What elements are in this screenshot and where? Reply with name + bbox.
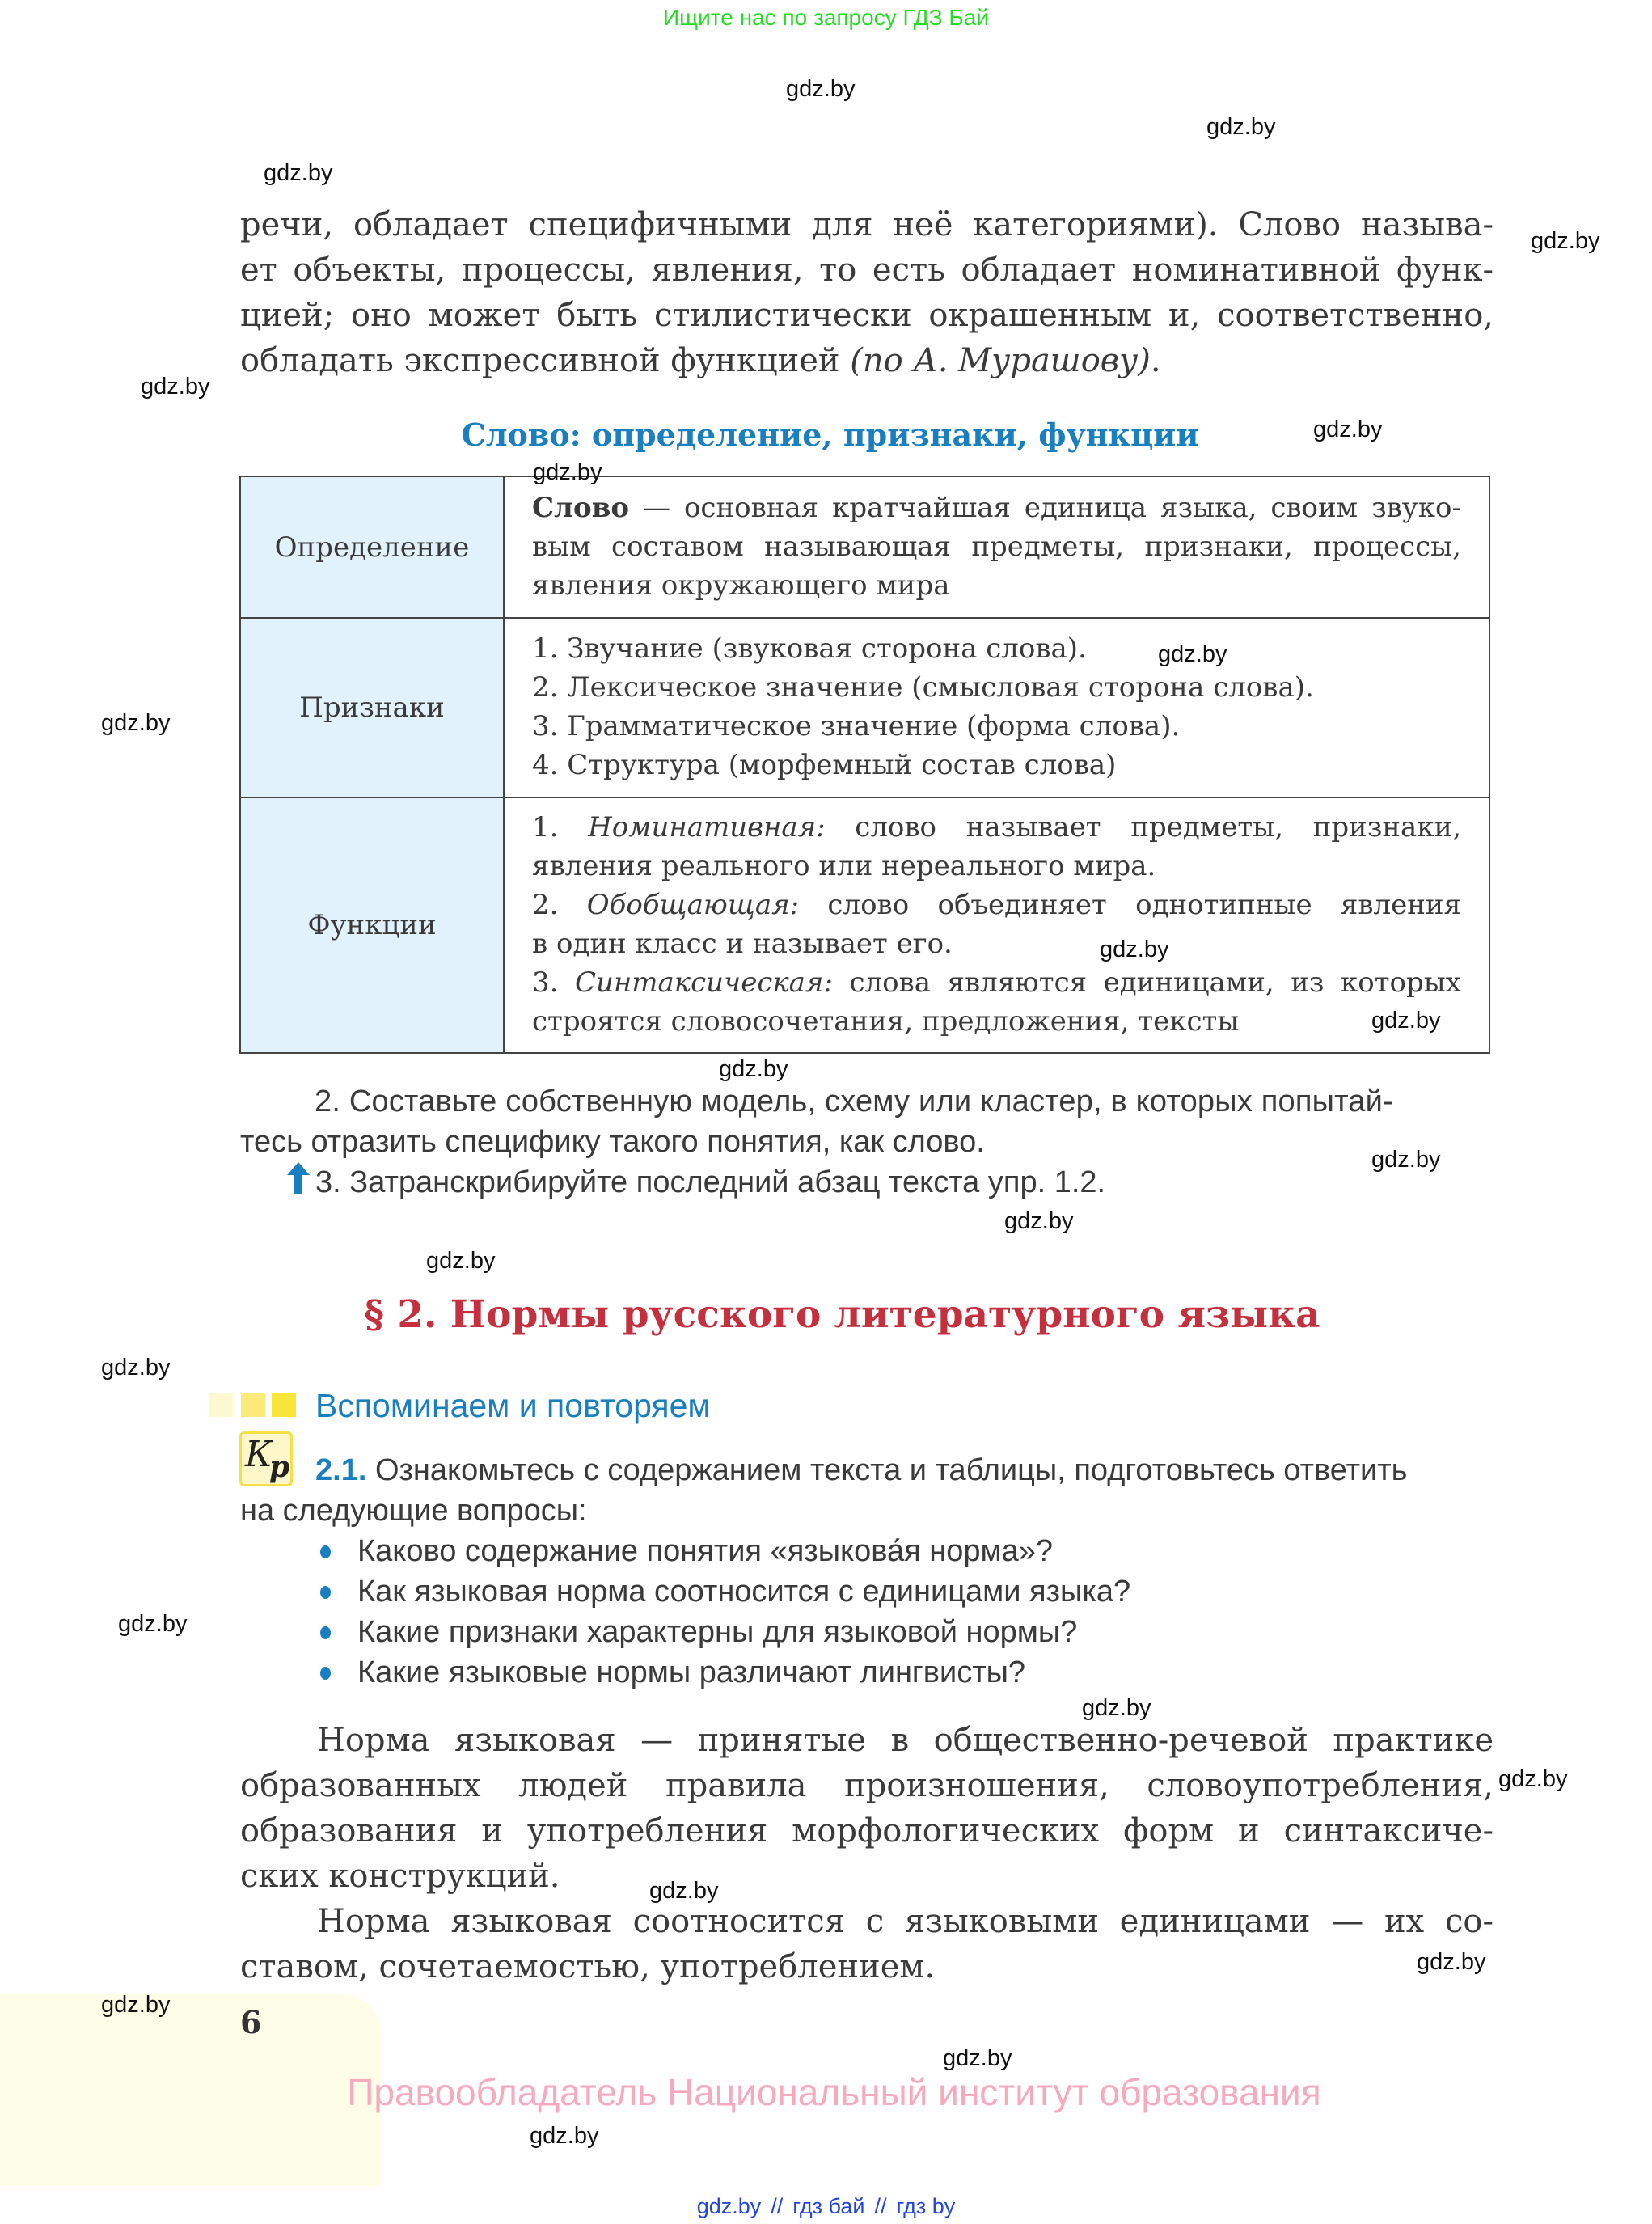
list-item	[315, 1531, 1130, 1571]
row-content	[504, 618, 1489, 797]
function-name: Обобщающая:	[586, 889, 800, 921]
cell-text: строятся словосочетания, предложения, тексты	[532, 1005, 1240, 1038]
question-text: Какие признаки характерны для языковой нормы?	[357, 1615, 1078, 1649]
task-line: тесь отразить специфику такого понятия, как слово.	[240, 1125, 985, 1159]
cell-text: слова являются единицами, из которых	[832, 966, 1461, 999]
term: Слово	[532, 491, 630, 524]
list-item	[315, 1652, 1130, 1693]
function-name: Номинативная:	[588, 811, 826, 844]
bullet-icon	[320, 1586, 331, 1599]
watermark: gdz.by	[1206, 114, 1276, 140]
cell-text: явления реального или нереального мира.	[532, 850, 1156, 882]
row-content	[504, 476, 1489, 618]
paragraph-line: образованных людей правила произношения, словоупотребления,	[240, 1767, 1494, 1804]
item-number: 3.	[532, 966, 575, 999]
watermark: gdz.by	[101, 1355, 171, 1380]
cell-text: слово называет предметы, признаки,	[825, 811, 1462, 844]
footer-link-gdz-by[interactable]: gdz.by	[696, 2194, 762, 2218]
list-item	[315, 1571, 1130, 1612]
paragraph-line: ставом, сочетаемостью, употреблением.	[240, 1948, 936, 1985]
watermark: gdz.by	[1100, 937, 1169, 962]
intro-paragraph	[240, 202, 1494, 383]
watermark: gdz.by	[719, 1056, 788, 1082]
paragraph-line: речи, обладает специфичными для неё категориями). Слово называ-	[240, 206, 1494, 243]
table-row	[240, 618, 1489, 797]
watermark: gdz.by	[1498, 1766, 1568, 1792]
task-line: 3. Затранскрибируйте последний абзац текста упр. 1.2.	[315, 1165, 1106, 1199]
table-title: Слово: определение, признаки, функции	[461, 416, 1199, 453]
paragraph-line: образования и употребления морфологических форм и синтаксиче-	[240, 1812, 1494, 1850]
subheading: Вспоминаем и повторяем	[315, 1387, 711, 1424]
cell-text: слово объединяет однотипные явления	[799, 889, 1462, 921]
separator: //	[771, 2194, 784, 2218]
paragraph-line: ет объекты, процессы, явления, то есть обладает номинативной функ-	[240, 252, 1494, 289]
watermark: gdz.by	[141, 374, 210, 400]
arrow-up-icon	[286, 1162, 311, 1194]
icon-letter: К	[245, 1434, 273, 1475]
paragraph-line: цией; оно может быть стилистически окрашенным и, соответственно,	[240, 297, 1494, 334]
bullet-icon	[320, 1626, 331, 1639]
norm-definition-paragraph	[240, 1718, 1494, 1899]
table-row	[240, 476, 1489, 618]
citation: (по А. Мурашову)	[850, 342, 1151, 379]
exercise-text: Ознакомьтесь с содержанием текста и таблицы, подготовьтесь ответить	[366, 1453, 1408, 1487]
word-definition-table	[239, 476, 1490, 1054]
watermark: gdz.by	[649, 1878, 719, 1904]
row-content	[504, 797, 1489, 1053]
watermark: gdz.by	[533, 459, 602, 485]
icon-letter: р	[269, 1450, 290, 1484]
decor-square-icon	[241, 1393, 265, 1417]
row-header: Признаки	[240, 618, 504, 797]
watermark: gdz.by	[1004, 1208, 1074, 1234]
footer-link-gdz-by-cyr[interactable]: гдз by	[896, 2194, 956, 2218]
search-banner: Ищите нас по запросу ГДЗ Бай	[662, 5, 990, 30]
paragraph-line: ских конструкций.	[240, 1858, 560, 1895]
bullet-icon	[320, 1667, 331, 1680]
decor-square-icon	[209, 1393, 233, 1417]
task-line: 2. Составьте собственную модель, схему или кластер, в которых попытай-	[315, 1085, 1393, 1118]
page-number: 6	[240, 2004, 262, 2040]
watermark: gdz.by	[1158, 641, 1227, 667]
cell-text: вым составом называющая предметы, признаки, процессы,	[532, 530, 1461, 563]
watermark: gdz.by	[264, 160, 333, 186]
bullet-icon	[320, 1545, 331, 1558]
rights-holder: Правообладатель Национальный институт образования	[347, 2071, 1321, 2113]
watermark: gdz.by	[1082, 1695, 1151, 1721]
cell-text: явления окружающего мира	[532, 569, 950, 602]
question-text: Как языковая норма соотносится с единицами языка?	[357, 1575, 1131, 1609]
exercise-number: 2.1.	[315, 1453, 367, 1487]
exercise-intro	[315, 1450, 1496, 1490]
watermark: gdz.by	[786, 76, 856, 102]
separator: //	[874, 2194, 887, 2218]
watermark: gdz.by	[1417, 1949, 1486, 1975]
list-item	[315, 1612, 1130, 1652]
watermark: gdz.by	[118, 1611, 188, 1637]
task-2	[240, 1081, 1494, 1162]
cell-text: — основная кратчайшая единица языка, своим звуко-	[629, 491, 1461, 524]
cell-text: в один класс и называет его.	[532, 928, 953, 960]
paragraph-text: .	[1150, 342, 1161, 379]
list-item: 4. Структура (морфемный состав слова)	[532, 749, 1117, 781]
paragraph-line: Норма языковая — принятые в общественно-речевой практике	[317, 1722, 1494, 1759]
exercise-intro-cont	[240, 1490, 1494, 1531]
communicative-competence-icon	[239, 1431, 293, 1486]
decor-square-icon	[272, 1393, 296, 1417]
question-text: Каково содержание понятия «языкова́я норма»?	[357, 1534, 1054, 1568]
row-header: Функции	[240, 797, 504, 1053]
exercise-text: на следующие вопросы:	[240, 1494, 587, 1528]
watermark: gdz.by	[1371, 1147, 1441, 1173]
watermark: gdz.by	[101, 1992, 171, 2018]
section-title: § 2. Нормы русского литературного языка	[364, 1292, 1320, 1337]
watermark: gdz.by	[1371, 1008, 1441, 1034]
row-header: Определение	[240, 476, 504, 618]
paragraph-line: Норма языковая соотносится с языковыми единицами — их со-	[317, 1903, 1494, 1940]
questions-list	[315, 1531, 1130, 1693]
watermark: gdz.by	[426, 1248, 496, 1274]
watermark: gdz.by	[1313, 416, 1383, 442]
paragraph-text: обладать экспрессивной функцией	[240, 342, 851, 379]
watermark: gdz.by	[1531, 228, 1600, 254]
item-number: 2.	[532, 889, 587, 921]
norm-relation-paragraph	[240, 1899, 1494, 1989]
watermark: gdz.by	[530, 2123, 599, 2149]
question-text: Какие языковые нормы различают лингвисты?	[357, 1655, 1026, 1689]
paragraph-line	[240, 338, 1494, 383]
list-item: 2. Лексическое значение (смысловая сторона слова).	[532, 671, 1314, 704]
item-number: 1.	[532, 811, 589, 844]
watermark: gdz.by	[943, 2045, 1012, 2071]
footer-links	[0, 2194, 1652, 2219]
watermark: gdz.by	[101, 710, 171, 736]
list-item: 3. Грамматическое значение (форма слова).	[532, 710, 1181, 742]
list-item: 1. Звучание (звуковая сторона слова).	[532, 632, 1087, 665]
function-name: Синтаксическая:	[574, 966, 833, 999]
footer-link-gdz-bai[interactable]: гдз бай	[792, 2194, 865, 2218]
table-row	[240, 797, 1489, 1053]
